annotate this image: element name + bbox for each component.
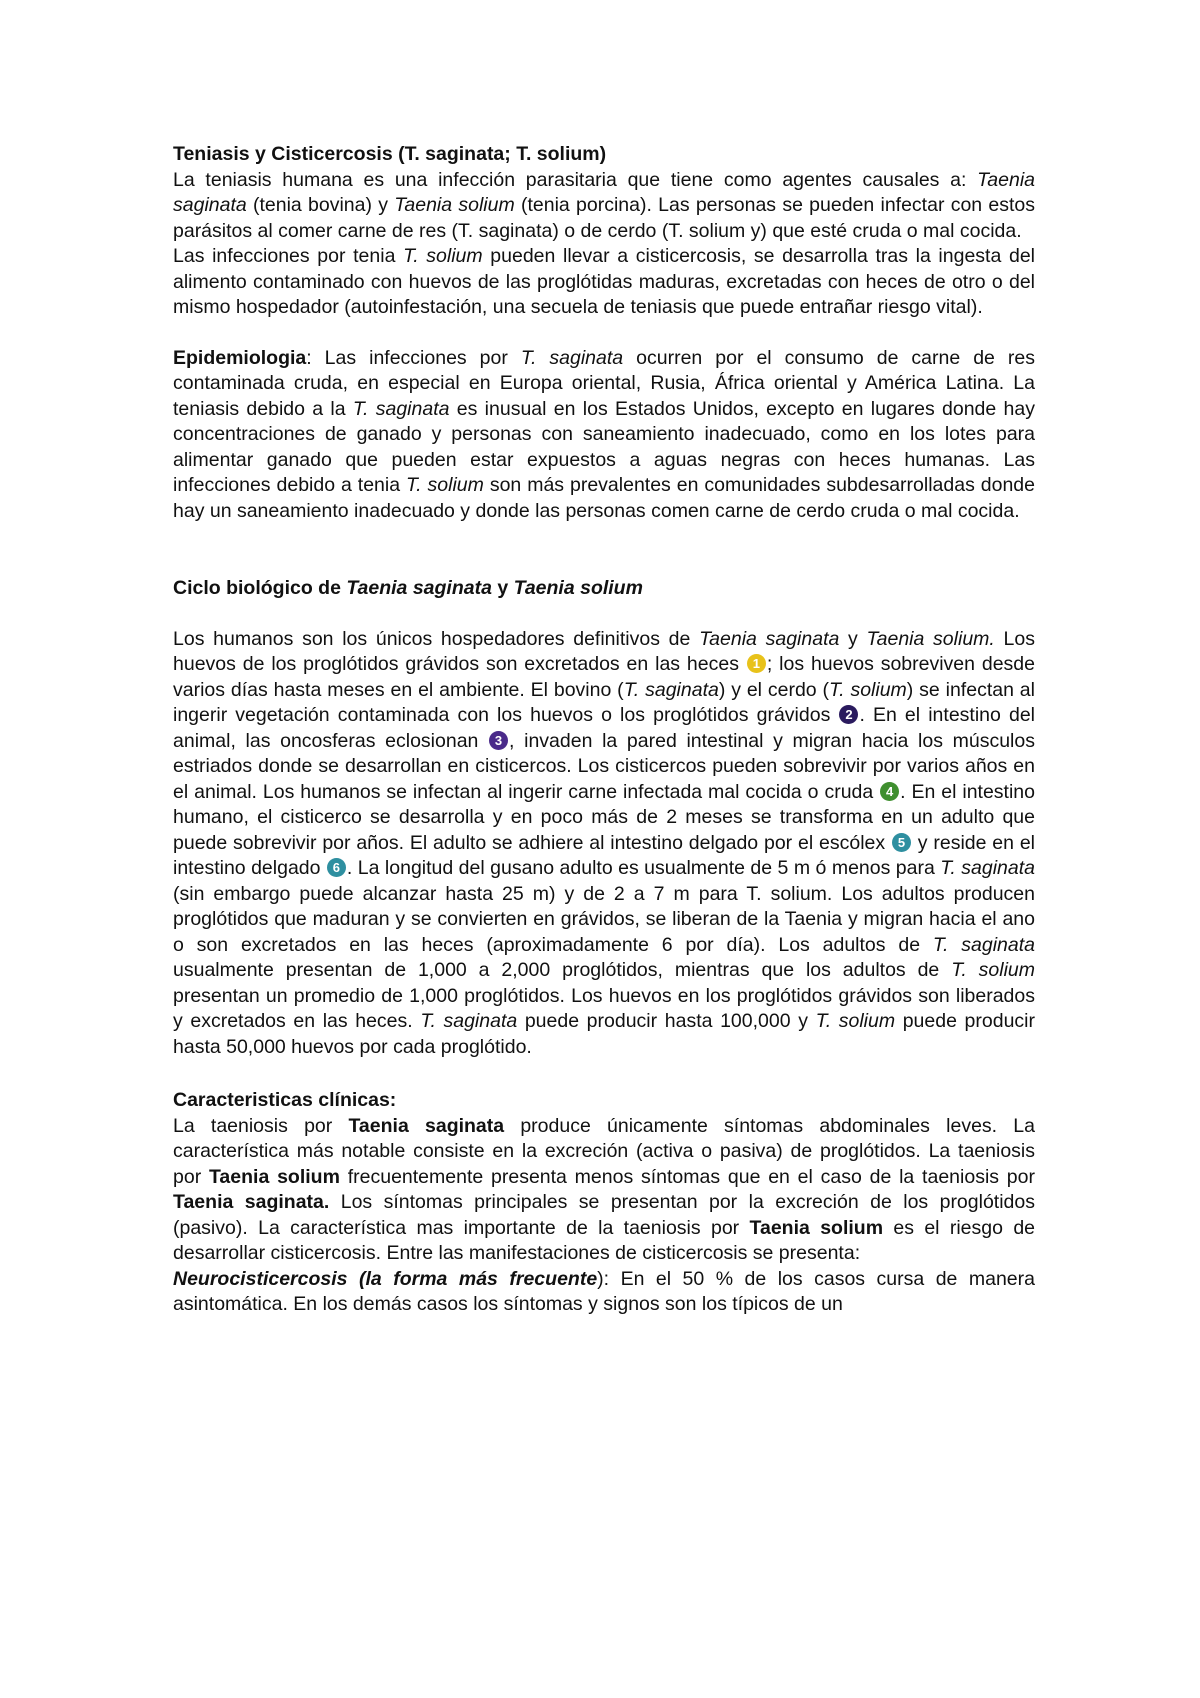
text-run: ): En el 50 % de los casos cursa de manera asintomática. En los demás casos los síntomas y signos son los típicos de un: [173, 1267, 1035, 1315]
species-name: T. solium: [406, 474, 484, 496]
text-run: ) y el cerdo (: [718, 678, 830, 701]
step-2-marker-icon: 2: [839, 705, 858, 724]
text-run: . En el intestino del animal, las oncosferas eclosionan: [173, 704, 1035, 752]
species-name: T. saginata: [420, 1010, 518, 1032]
text-run: y reside en el intestino delgado: [173, 831, 1035, 879]
document-title: Teniasis y Cisticercosis (T. saginata; T. solium): [173, 143, 607, 165]
text-run: presentan un promedio de 1,000 proglótidos. Los huevos en los proglótidos grávidos son liberados y excretados en las heces.: [173, 984, 1035, 1032]
clinical-paragraph: [173, 1114, 1035, 1267]
spacer: [173, 524, 1035, 576]
step-1-marker-icon: 1: [747, 654, 766, 673]
text-run: pueden llevar a cisticercosis, se desarrolla tras la ingesta del alimento contaminado con huevos de las proglótidas maduras, excretadas con heces de otro o del mismo hospedador (autoinfestación, una secuela de teniasis que puede entrañar riesgo vital).: [173, 245, 1035, 318]
clinical-heading: Caracteristicas clínicas:: [173, 1089, 397, 1111]
intro-paragraph-1: [173, 168, 1035, 245]
text-run: es inusual en los Estados Unidos, excepto en lugares donde hay concentraciones de ganado y personas con saneamiento inadecuado, como en los lotes para alimentar ganado que pueden estar expuestos a aguas negras con heces humanas. Las infecciones debido a tenia: [173, 397, 1035, 496]
neurocysticercosis-paragraph: [173, 1267, 1035, 1318]
species-name: Taenia saginata: [699, 627, 840, 650]
text-run: usualmente presentan de 1,000 a 2,000 proglótidos, mientras que los adultos de: [173, 959, 952, 981]
species-name: T. solium: [829, 678, 907, 701]
species-name-bold: Taenia solium: [749, 1216, 884, 1239]
species-name-bold: Taenia saginata: [348, 1114, 505, 1137]
species-name: T. saginata: [940, 857, 1035, 879]
text-run: . En el intestino humano, el cisticerco se desarrolla y en poco más de 2 meses se transforma en un adulto que puede sobrevivir por años. El adulto se adhiere al intestino delgado por el escólex: [173, 780, 1035, 854]
text-run: ) se infectan al ingerir vegetación contaminada con los huevos o los proglótidos grávidos: [173, 678, 1035, 726]
text-run: produce únicamente síntomas abdominales leves. La característica más notable consiste en la excreción (activa o pasiva) de proglótidos. La taeniosis por: [173, 1114, 1035, 1188]
species-name-bold: Taenia solium: [208, 1165, 340, 1188]
text-run: puede producir hasta 100,000 y: [517, 1010, 816, 1032]
spacer: [173, 321, 1035, 346]
text-run: Los humanos son los únicos hospedadores definitivos de: [173, 627, 700, 650]
species-name: T. solium: [815, 1010, 896, 1032]
step-5-marker-icon: 5: [892, 833, 911, 852]
neurocysticercosis-label: Neurocisticercosis (la forma más frecuente: [173, 1267, 598, 1290]
text-run: : Las infecciones por: [306, 346, 521, 369]
text-run: (sin embargo puede alcanzar hasta 25 m) y de 2 a 7 m para T. solium. Los adultos producen proglótidos que maduran y se convierten en grávidos, se liberan de la Taenia y migran hacia el ano o son excretados en las heces (aproximadamente 6 por día). Los adultos de: [173, 882, 1035, 956]
text-run: y: [491, 577, 514, 599]
epidemiology-label: Epidemiologia: [173, 346, 307, 369]
text-run: (tenia bovina) y: [246, 194, 395, 216]
cycle-paragraph: [173, 627, 1035, 1061]
species-name: Taenia saginata: [173, 168, 1035, 216]
species-name: Taenia solium: [513, 577, 643, 599]
text-run: ocurren por el consumo de carne de res contaminada cruda, en especial en Europa oriental, Rusia, África oriental y América Latina. La teniasis debido a la: [173, 346, 1035, 420]
text-run: Los síntomas principales se presentan por la excreción de los proglótidos (pasivo). La característica mas importante de la taeniosis por: [173, 1191, 1035, 1239]
species-name: T. saginata: [352, 397, 450, 420]
text-run: frecuentemente presenta menos síntomas que en el caso de la taeniosis por: [339, 1165, 1035, 1188]
epidemiology-paragraph: [173, 346, 1035, 525]
text-run: y: [839, 627, 867, 650]
species-name: T. solium: [403, 245, 483, 267]
text-run: ; los huevos sobreviven desde varios días hasta meses en el ambiente. El bovino (: [173, 653, 1036, 701]
text-run: Las infecciones por tenia: [173, 245, 404, 267]
species-name: T. saginata: [520, 346, 624, 369]
text-run: son más prevalentes en comunidades subdesarrolladas donde hay un saneamiento inadecuado y donde las personas comen carne de cerdo cruda o mal cocida.: [173, 474, 1035, 522]
spacer: [173, 602, 1035, 627]
species-name: Taenia solium.: [866, 627, 995, 650]
species-name: T. saginata: [623, 678, 719, 701]
text-run: . La longitud del gusano adulto es usualmente de 5 m ó menos para: [346, 857, 941, 879]
species-name-bold: Taenia saginata.: [173, 1191, 330, 1213]
species-name: Taenia solium: [394, 194, 515, 216]
text-run: La taeniosis por: [173, 1114, 349, 1137]
step-3-marker-icon: 3: [489, 731, 508, 750]
species-name: T. solium: [951, 959, 1035, 981]
text-run: puede producir hasta 50,000 huevos por cada proglótido.: [173, 1010, 1036, 1058]
text-run: Ciclo biológico de: [173, 577, 347, 599]
text-run: Los huevos de los proglótidos grávidos son excretados en las heces: [173, 627, 1035, 675]
text-run: (tenia porcina). Las personas se pueden infectar con estos parásitos al comer carne de res (T. saginata) o de cerdo (T. solium y) que esté cruda o mal cocida.: [173, 194, 1036, 242]
step-6-marker-icon: 6: [327, 858, 346, 877]
species-name: T. saginata: [932, 933, 1035, 956]
cycle-heading: [173, 576, 1035, 602]
spacer: [173, 1060, 1035, 1088]
species-name: Taenia saginata: [346, 577, 492, 599]
text-run: es el riesgo de desarrollar cisticercosis. Entre las manifestaciones de cisticercosis se presenta:: [173, 1216, 1036, 1264]
step-4-marker-icon: 4: [880, 782, 899, 801]
intro-paragraph-2: [173, 244, 1035, 321]
text-run: La teniasis humana es una infección parasitaria que tiene como agentes causales a:: [173, 168, 978, 191]
document-page: [173, 142, 1035, 1318]
text-run: , invaden la pared intestinal y migran hacia los músculos estriados donde se desarrollan en cisticercos. Los cisticercos pueden sobrevivir por varios años en el animal. Los humanos se infectan al ingerir carne infectada mal cocida o cruda: [173, 729, 1035, 803]
